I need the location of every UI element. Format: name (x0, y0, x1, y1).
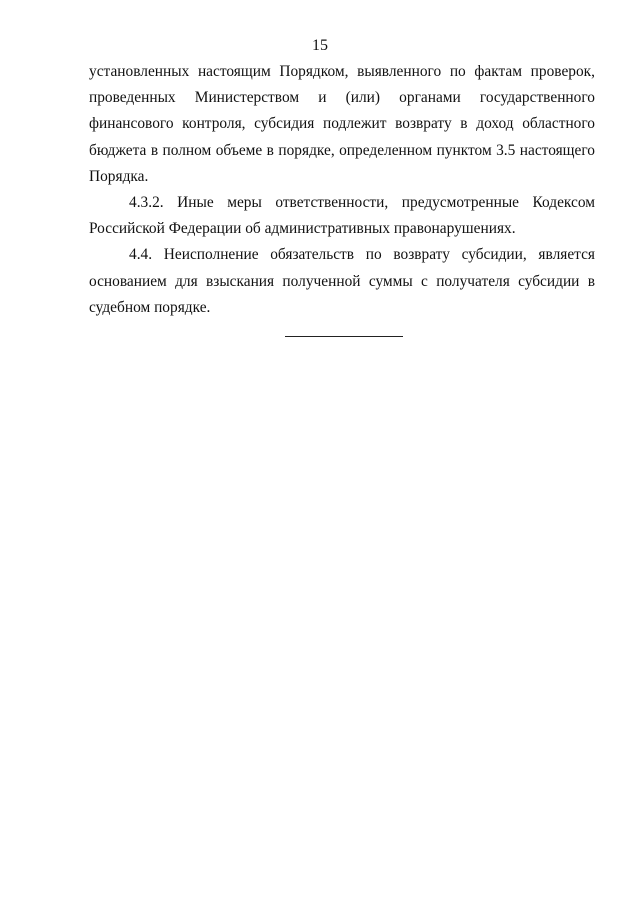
document-body (89, 59, 595, 321)
paragraph-4-3-2: 4.3.2. Иные меры ответственности, предусмотренные Кодексом Российской Федерации об административных правонарушениях. (89, 194, 595, 238)
end-of-document-rule (285, 336, 403, 337)
paragraph-4-4: 4.4. Неисполнение обязательств по возврату субсидии, является основанием для взыскания полученной суммы с получателя субсидии в судебном порядке. (89, 246, 595, 316)
page-number: 15 (312, 37, 328, 54)
paragraph-continuation: установленных настоящим Порядком, выявленного по фактам проверок, проведенных Министерством и (или) органами государственного финансового контроля, субсидия подлежит возврату в доход областного бюджета в полном объеме в порядке, определенном пунктом 3.5 настоящего Порядка. (89, 63, 595, 185)
